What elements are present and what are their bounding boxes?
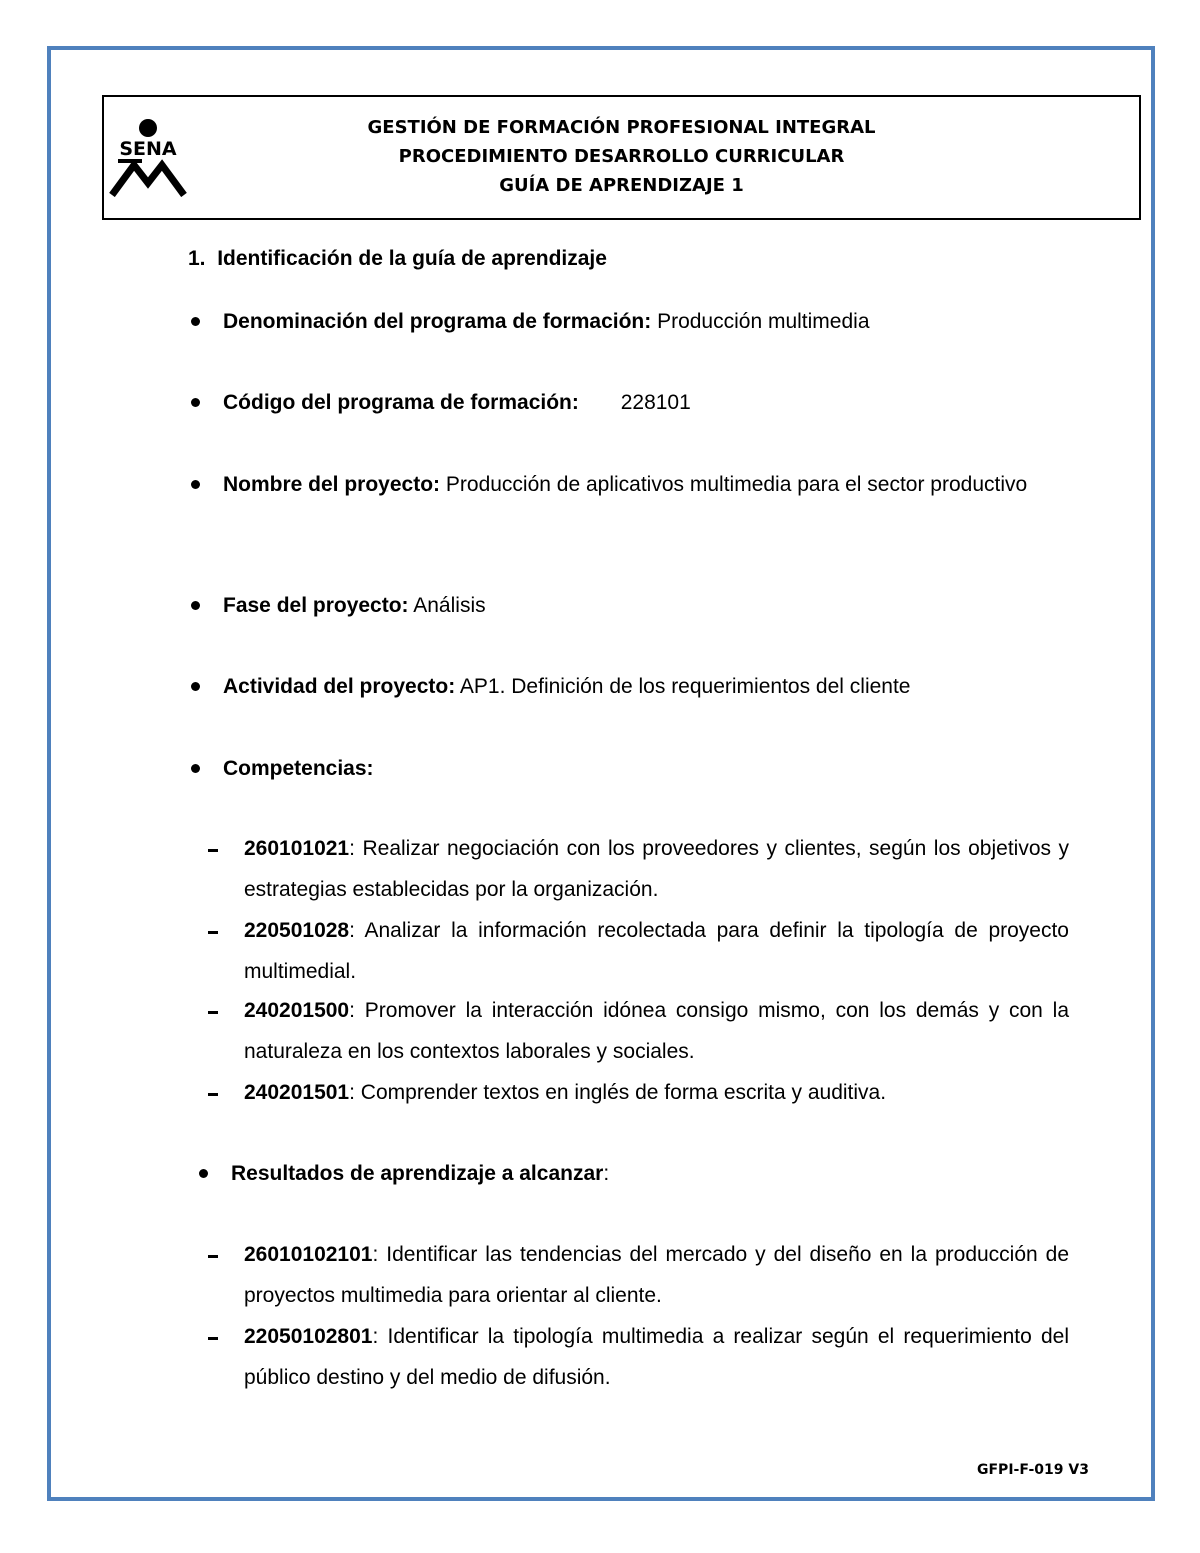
field-programa-label: Denominación del programa de formación: xyxy=(223,310,652,333)
field-codigo-label: Código del programa de formación: xyxy=(223,391,579,414)
competencia-item: 260101021: Realizar negociación con los proveedores y clientes, según los objetivos y estrategias establecidas por la organización. xyxy=(244,837,1069,901)
competencia-text: Analizar la información recolectada para definir la tipología de proyecto multimedial. xyxy=(244,919,1069,983)
section-number: 1. xyxy=(188,247,206,270)
header-line-1: GESTIÓN DE FORMACIÓN PROFESIONAL INTEGRAL xyxy=(367,117,876,138)
competencia-item: 240201501: Comprender textos en inglés de forma escrita y auditiva. xyxy=(244,1081,887,1104)
header-title xyxy=(102,113,1141,200)
header-line-3: GUÍA DE APRENDIZAJE 1 xyxy=(499,175,744,196)
competencia-item: 240201500: Promover la interacción idónea consigo mismo, con los demás y con la naturaleza en los contextos laborales y sociales. xyxy=(244,999,1069,1063)
competencia-code: 220501028 xyxy=(244,919,350,942)
field-proyecto-value: Producción de aplicativos multimedia para el sector productivo xyxy=(445,473,1028,496)
dash-icon xyxy=(208,1255,218,1258)
competencia-text: Comprender textos en inglés de forma escrita y auditiva. xyxy=(360,1081,887,1104)
field-proyecto xyxy=(223,464,1089,505)
resultados-heading-text: Resultados de aprendizaje a alcanzar xyxy=(231,1162,604,1185)
bullet-icon xyxy=(191,480,200,489)
resultado-code: 22050102801 xyxy=(244,1325,373,1348)
bullet-icon xyxy=(191,682,200,691)
dash-icon xyxy=(208,1337,218,1340)
resultado-code: 26010102101 xyxy=(244,1243,373,1266)
resultado-text: Identificar la tipología multimedia a realizar según el requerimiento del público destino y del medio de difusión. xyxy=(244,1325,1070,1389)
field-fase xyxy=(223,585,1089,626)
resultados-heading: Resultados de aprendizaje a alcanzar: xyxy=(231,1162,610,1185)
dash-icon xyxy=(208,931,218,934)
competencia-code: 240201500 xyxy=(244,999,350,1022)
resultado-item: 22050102801: Identificar la tipología multimedia a realizar según el requerimiento del público destino y del medio de difusión. xyxy=(244,1325,1070,1389)
field-actividad-label: Actividad del proyecto: xyxy=(223,675,456,698)
field-actividad-value: AP1. Definición de los requerimientos del cliente xyxy=(459,675,911,698)
field-fase-label: Fase del proyecto: xyxy=(223,594,409,617)
resultado-item: 26010102101: Identificar las tendencias del mercado y del diseño en la producción de proyectos multimedia para orientar al cliente. xyxy=(244,1243,1069,1307)
section-title xyxy=(188,247,607,271)
dash-icon xyxy=(208,1093,218,1096)
logo-text: SENA xyxy=(119,138,177,160)
competencia-code: 260101021 xyxy=(244,837,350,860)
section-title-text: Identificación de la guía de aprendizaje xyxy=(217,247,607,270)
dash-icon xyxy=(208,1011,218,1014)
field-codigo-value: 228101 xyxy=(620,391,691,414)
resultado-text: Identificar las tendencias del mercado y del diseño en la producción de proyectos multimedia para orientar al cliente. xyxy=(244,1243,1069,1307)
field-actividad xyxy=(223,666,1089,707)
bullet-icon xyxy=(191,601,200,610)
dash-icon xyxy=(208,849,218,852)
competencia-code: 240201501 xyxy=(244,1081,350,1104)
field-codigo xyxy=(223,382,1089,423)
competencias-heading: Competencias: xyxy=(223,757,374,780)
footer-form-code: GFPI-F-019 V3 xyxy=(977,1462,1089,1478)
field-fase-value: Análisis xyxy=(413,594,486,617)
field-programa-value: Producción multimedia xyxy=(657,310,870,333)
bullet-icon xyxy=(191,317,200,326)
bullet-icon xyxy=(191,764,200,773)
competencia-text: Promover la interacción idónea consigo mismo, con los demás y con la naturaleza en los contextos laborales y sociales. xyxy=(244,999,1069,1063)
field-programa xyxy=(223,301,1089,342)
header-line-2: PROCEDIMIENTO DESARROLLO CURRICULAR xyxy=(398,146,845,167)
competencia-text: Realizar negociación con los proveedores y clientes, según los objetivos y estrategias establecidas por la organización. xyxy=(244,837,1069,901)
field-proyecto-label: Nombre del proyecto: xyxy=(223,473,441,496)
bullet-icon xyxy=(191,398,200,407)
bullet-icon xyxy=(199,1169,208,1178)
competencia-item: 220501028: Analizar la información recolectada para definir la tipología de proyecto multimedial. xyxy=(244,919,1069,983)
